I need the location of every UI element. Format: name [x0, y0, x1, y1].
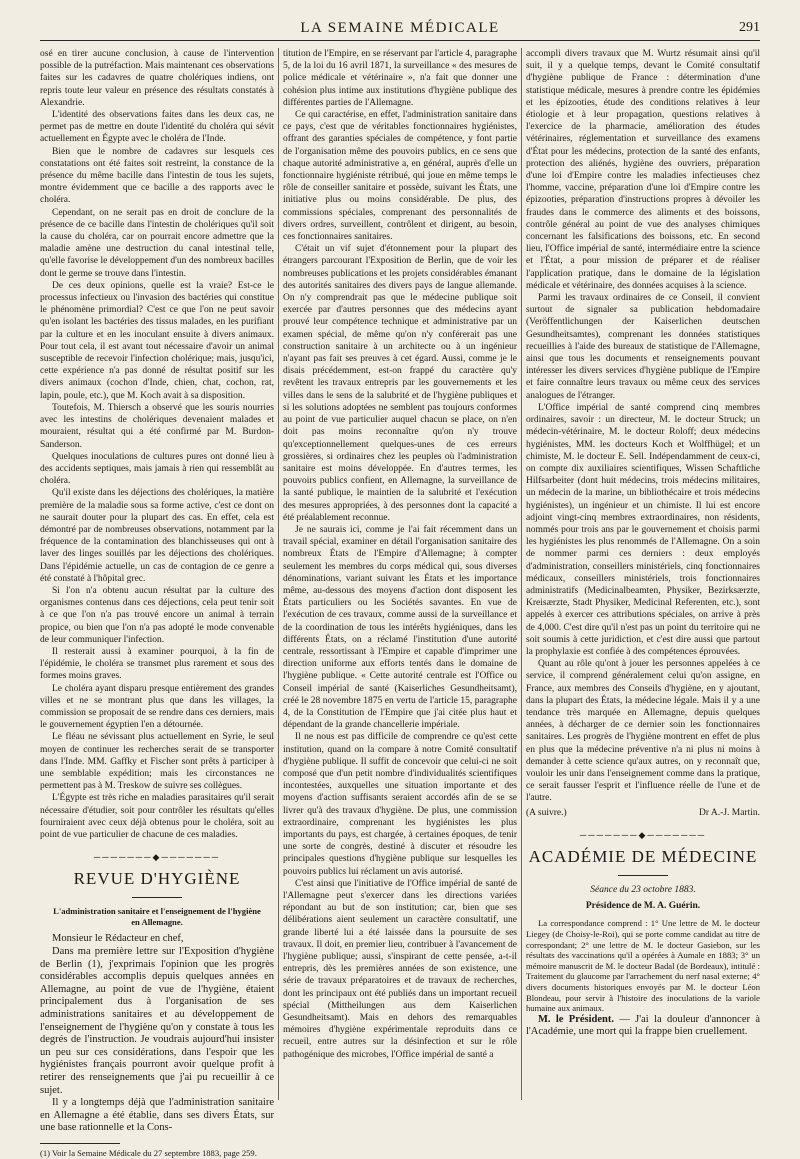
- to-be-continued: (A suivre.): [526, 807, 567, 818]
- paragraph: Qu'il existe dans les déjections des cholériques, la matière première de la maladie sous sa forme active, c'est ce dont on ne saurait douter pour la plupart des cas. En effet, cela est démontré par de nombreuses observations, notamment par la fréquence de la contamination des blanchisseuses qui ont à laver des linges souillés par les déjections des cholériques. Dans l'épidémie actuelle, un cas de contagion de ce genre a été constaté à l'hôpital grec.: [40, 488, 274, 584]
- section-title-revue: REVUE D'HYGIÈNE: [73, 869, 241, 889]
- column-rule-left: [278, 48, 279, 1100]
- paragraph: Il resterait aussi à examiner pourquoi, à la fin de l'épidémie, le choléra se transmet plus rarement et sous des formes moins graves.: [40, 646, 274, 682]
- page-number: 291: [739, 20, 760, 35]
- paragraph: Si l'on n'a obtenu aucun résultat par la culture des organismes contenus dans ces déjections, cela peut tenir soit à ce que l'on n'a pas trouvé encore un animal à terrain propice, ou bien que l'on n'a pas adopté le mode convenable de leur communiquer l'infection.: [40, 585, 274, 645]
- footnote-rule: [40, 1143, 120, 1144]
- paragraph: Quelques inoculations de cultures pures ont donné lieu à des accidents septiques, mais jamais à rien qui ressemblât au choléra.: [40, 451, 274, 487]
- paragraph: Quant au rôle qu'ont à jouer les personnes appelées à ce service, il comprend généralement celui qu'on assigne, en France, aux membres des Conseils d'hygiène, en y ajoutant, dans la plupart des États, la médecine légale. Mais il y a une tendance très marquée en Allemagne, depuis quelques années, à décharger de ce dernier soin les fonctionnaires sanitaires. Les progrès de l'hygiène montrent en effet de plus en plus que la médecine préventive n'a ni plus ni moins à demander à cette science qu'aux autres, on y reconnaît que, vouloir les unir dans l'enseignement comme dans la pratique, ce serait fausser l'esprit et l'influence réelle de l'une et de l'autre.: [526, 659, 760, 804]
- journal-title: LA SEMAINE MÉDICALE: [300, 20, 500, 36]
- paragraph: Ce qui caractérise, en effet, l'administration sanitaire dans ce pays, c'est que de véritables fonctionnaires hygiénistes, offrant des garanties spéciales de compétence, y font partie de l'organisation même des pouvoirs publics, en ce sens que chaque autorité administrative a, en général, auprès d'elle un fonctionnaire hygiéniste rétribué, qui joue en même temps le rôle de conseiller sanitaire et possède, suivant les États, une initiative plus ou moins considérable. De plus, des commissions spéciales, comprenant des personnalités de divers ordres, surveillent, contrôlent et dirigent, au besoin, ces fonctionnaires sanitaires.: [283, 110, 517, 243]
- paragraph: Le fléau ne sévissant plus actuellement en Syrie, le seul moyen de continuer les recherches serait de se transporter dans l'Inde. MM. Gaffky et Fischer sont prêts à participer à une semblable expédition; mais les circonstances ne permettent pas à M. Treskow de suivre ses collègues.: [40, 732, 274, 792]
- ornament-divider: ───────◆───────: [93, 852, 221, 863]
- paragraph: Parmi les travaux ordinaires de ce Conseil, il convient surtout de signaler sa publication hebdomadaire (Veröffentlichungen der Kaiserlichen deutschen Gesundheitsamtes), comprenant les données statistiques recueillies à l'aide des bureaux de statistique de l'Allemagne, ainsi que tous les documents et renseignements pouvant intéresser les divers services d'hygiène publique de l'Empire et faire connaître leurs travaux ou même ceux des services analogues de l'étranger.: [526, 293, 760, 401]
- president-label: M. le Président.: [538, 1013, 614, 1025]
- section-title-academie: ACADÉMIE DE MÉDECINE: [528, 847, 758, 866]
- ornament-divider: ───────◆───────: [579, 829, 707, 840]
- paragraph: C'est ainsi que l'initiative de l'Office impérial de santé de l'Allemagne peut s'exercer dans les directions variées répondant au but de son institution; car, bien que ses délibérations aient seulement un caractère consultatif, une grande liberté lui a été laissée dans la poursuite de ses travaux. Il doit, en premier lieu, contribuer à l'avancement de l'hygiène publique; aussi, s'inspirant de cette pensée, a-t-il entrepris, dès les premières années de son existence, une série de travaux préparatoires et de travaux de recherches, dont les principaux ont été publiés dans un important recueil spécial (Mittheilungen aus dem Kaiserlichen Gesundheitsamt). Mais en dehors des remarquables mémoires d'hygiène expérimentale reproduits dans ce recueil, entre autres sur la désinfection et sur le rôle pathogénique des microbes, l'Office impérial de santé a: [283, 878, 517, 1060]
- paragraph: L'Office impérial de santé comprend cinq membres ordinaires, savoir : un directeur, M. le docteur Struck; un médecin-vétérinaire, M. le docteur Roloff; deux médecins hygiénistes, MM. les docteurs Koch et Wolffhügel; et un chimiste, M. le docteur E. Sell. Indépendamment de ceux-ci, on compte dix auxiliaires scientifiques, Wissen Schaftliche Hilfsarbeiter (dont huit médecins, trois médecins militaires, un médecin de la marine, un bibliothécaire et trois médecins hygiénistes), un ingénieur et un chimiste. Il lui est encore adjoint vingt-cinq membres extraordinaires, non résidents, nommés pour trois ans par le gouvernement et choisis parmi les hygiénistes les plus renommés de l'Allemagne. On a soin de nommer parmi ces derniers : deux employés d'administration, conseillers ministériels, cinq fonctionnaires médicaux, conseillers ministériels, trois fonctionnaires administratifs (Medicinalbeamten, Physiker, Bezirksærzte, Kreisærzte, Stadt Physiker, Medicinal Referenten, etc.), sont appelés à exercer ces attributions spéciales, on arrive à près de 4,000. C'est dire qu'il n'est pas un point du territoire qui ne soit soumis à cette juridiction, et c'est dire aussi que partout la prophylaxie est confiée à des compétences éprouvées.: [526, 402, 760, 657]
- seance-date: Séance du 23 octobre 1883.: [590, 885, 696, 895]
- signature-line: [526, 807, 760, 819]
- paragraph: titution de l'Empire, en se réservant par l'article 4, paragraphe 5, de la loi du 16 avril 1871, la surveillance « des mesures de police médicale et vétérinaire », n'a fait que donner une cohésion plus intime aux institutions d'hygiène publique des différentes parties de l'Allemagne.: [283, 49, 517, 108]
- divider: [132, 897, 182, 898]
- paragraph: Il ne nous est pas difficile de comprendre ce qu'est cette institution, quand on la compare à notre Comité consultatif d'hygiène publique. Il suffit de concevoir que celui-ci ne soit composé que d'un petit nombre d'individualités scientifiques incontestées, auxquelles une situation importante et des moyens d'action suffisants seraient accordés afin de se se livrer qu'à des travaux d'hygiène. De plus, une commission extraordinaire, comprenant les hygiénistes les plus importants du pays, est chargée, à certaines époques, de tenir une sorte de congrès, destiné à discuter et résoudre les principales questions d'hygiène publique sur lesquelles les pouvoirs publics lui réclament un avis autorisé.: [283, 732, 517, 877]
- paragraph: Il y a longtemps déjà que l'administration sanitaire en Allemagne a été établie, dans ses divers États, sur une base rationnelle et la Cons-: [40, 1097, 274, 1134]
- presidence: Présidence de M. A. Guérin.: [585, 901, 701, 912]
- article-subtitle: L'administration sanitaire et l'enseignement de l'hygiène en Allemagne.: [53, 906, 261, 927]
- column-rule-right: [521, 48, 522, 1100]
- paragraph: Bien que le nombre de cadavres sur lesquels ces constatations ont été faites soit restreint, la constance de la présence du même bacille dans l'intestin de tous les sujets, montre évidemment que ce bacille a des rapports avec le choléra.: [40, 146, 274, 206]
- column-2: [283, 48, 517, 1100]
- correspondance: La correspondance comprend : 1° Une lettre de M. le docteur Liegey (de Choisy-le-Roi), qui se porte comme candidat au titre de correspondant; 2° une lettre de M. le docteur Gasiebon, sur les résultats des vaccinations qu'il a opérées à Aumale en 1883; 3° un mémoire manuscrit de M. le docteur Badal (de Bordeaux), intitulé : Traitement du glaucome par l'arrachement du nerf nasal externe; 4° divers documents historiques envoyés par M. le docteur Léon Blondeau, pour servir à l'histoire des inoculations de la variole humaine aux animaux.: [526, 918, 760, 1014]
- paragraph: accompli divers travaux que M. Wurtz résumait ainsi qu'il suit, il y a quelque temps, devant le Comité consultatif d'hygiène publique de France : détermination d'une statistique médicale, mesures à prendre contre les épidémies et les épizooties, étude des conditions relatives à leur étiologie et à leur propagation, questions relatives à l'exercice de la pharmacie, amélioration des études vétérinaires, réglementation et surveillance des examens d'État pour les médecins, protection de la santé des enfants, protection des aliénés, hygiène des ouvriers, préparation d'une loi d'Empire contre les maladies infectieuses chez l'homme, vaccine, préparation d'une loi d'Empire contre les épizooties, préparation d'instructions propres à dévoiler les fraudes dans le commerce des aliments et des boissons, contrôle général au point de vue des analyses chimiques concernant les falsifications des boissons, etc. En second lieu, l'Office impérial de santé, intermédiaire entre la science et l'État, a pour mission de préparer et de réaliser l'application pratique, dans le domaine de la législation médicale et vétérinaire, des données acquises à la science.: [526, 49, 760, 291]
- column-3: [526, 48, 760, 1100]
- paragraph: Je ne saurais ici, comme je l'ai fait récemment dans un travail spécial, examiner en détail l'organisation sanitaire des nombreux États de l'Empire d'Allemagne; à compter seulement les membres du corps médical qui, sous diverses dénominations, variant suivant les États et les importance même, au-dessous des moyens d'action dont disposent les États particuliers ou les Sociétés savantes. En vue de l'exécution de ces travaux, comme aussi de la surveillance et de la coordination de tous les intérêts hygiéniques, dans les différents États, on a réclamé l'institution d'une autorité centrale, ressortissant à l'Empire et capable d'imprimer une direction uniforme aux efforts tentés dans le domaine de l'hygiène publique. « Cette autorité centrale est l'Office ou Conseil impérial de santé (Kaiserliches Gesundheitsamt), créé le 28 novembre 1875 en vertu de l'article 15, paragraphe 4, de la Constitution de l'Empire que j'ai citée plus haut et dépendant de la grande chancellerie impériale.: [283, 524, 517, 731]
- paragraph: L'identité des observations faites dans les deux cas, ne permet pas de mettre en doute l'identité du choléra qui sévit actuellement en Égypte avec le choléra de l'Inde.: [40, 110, 274, 145]
- paragraph: De ces deux opinions, quelle est la vraie? Est-ce le processus infectieux ou l'invasion des bactéries qui constitue le phénomène primordial? C'est ce que l'on ne peut savoir qu'en isolant les bactéries des tissus malades, en les purifiant par la culture et en les inoculant ensuite à divers animaux. Pour tout cela, il est avant tout nécessaire d'avoir un animal susceptible de recevoir l'infection cholérique; mais, jusqu'ici, cette expérience n'a pas donné de résultat positif sur les divers animaux (cochon d'Inde, chien, chat, cochon, rat, lapin, poule, etc.), que M. Koch avait à sa disposition.: [40, 280, 274, 401]
- president-remarks: [526, 1014, 760, 1039]
- paragraph: Toutefois, M. Thiersch a observé que les souris nourries avec les intestins de cholériques devenaient malades et mouraient, résultat qui a été confirmé par M. Burdon-Sanderson.: [40, 402, 274, 450]
- column-1: [40, 48, 274, 1158]
- paragraph: osé en tirer aucune conclusion, à cause de l'intervention possible de la putréfaction. Mais maintenant ces observations faites sur les cadavres de quatre cholériques indiens, ont repris toute leur valeur en présence des résultats constatés à Alexandrie.: [40, 49, 274, 108]
- page-header: [40, 18, 760, 41]
- divider: [618, 875, 668, 876]
- paragraph: L'Égypte est très riche en maladies parasitaires qu'il serait nécessaire d'étudier, soit pour contrôler les résultats qu'elles fourniraient avec ceux déjà obtenus pour le choléra, soit au point de vue particulier de chacune de ces maladies.: [40, 793, 274, 840]
- author: Dr A.-J. Martin.: [699, 807, 760, 818]
- president-text: — J'ai la douleur d'annoncer à l'Académie, une mort qui la frappe bien cruellement.: [526, 1013, 760, 1038]
- paragraph: Le choléra ayant disparu presque entièrement des grandes villes et ne se montrant plus que dans les villages, la commission se proposait de se rendre dans ces derniers, mais le gouvernement égyptien l'en a détournée.: [40, 683, 274, 731]
- paragraph: Cependant, on ne serait pas en droit de conclure de la présence de ce bacille dans l'intestin de cholériques qu'il soit la cause du choléra, car on pourrait encore admettre que la maladie amène une destruction du canal intestinal telle, qu'elle favorise le développement d'un des nombreux bacilles dont le germe se trouve dans l'intestin.: [40, 207, 274, 279]
- footnote: (1) Voir la Semaine Médicale du 27 septembre 1883, page 259.: [40, 1147, 257, 1158]
- paragraph: Dans ma première lettre sur l'Exposition d'hygiène de Berlin (1), j'exprimais l'opinion que les progrès considérables accomplis depuis quelques années en Allemagne, au point de vue de l'hygiène, étaient principalement dus à l'organisation de ses administrations sanitaires et au développement de l'enseignement de l'hygiène qu'on y constate à tous les degrés de l'instruction. Je voudrais aujourd'hui insister un peu sur ces considérations, dans l'espoir que les hygiénistes français pourront avoir quelque profit à retirer des renseignements que j'ai pu recueillir à ce sujet.: [40, 946, 274, 1096]
- salutation: Monsieur le Rédacteur en chef,: [52, 933, 184, 945]
- paragraph: C'était un vif sujet d'étonnement pour la plupart des étrangers parcourant l'Exposition de Berlin, que de voir les nombreuses publications et les projets considérables émanant des autorités sanitaires des divers pays de langue allemande. On n'y comprendrait pas que le médecine publique soit exercée par d'autres personnes que des médecins ayant prouvé leur compétence technique et administrative par un examen spécial, de même qu'on n'y conférerait pas une construction sanitaire à un architecte ou à un ingénieur n'ayant pas fait ses preuves à cet égard. Aussi, comme je le disais précédemment, est-on frappé du caractère qu'y revêtent les travaux entrepris par les gouvernements et les villes dans le sens de la salubrité et de l'hygiène publiques et si les solutions adoptées ne semblent pas toujours conformes au point de vue particulier auquel chacun se place, on n'en doit pas moins reconnaître qu'on n'y trouve qu'exceptionnellement quelques-unes de ces erreurs grossières, si ordinaires chez les peuples où l'administration sanitaire est moins développée. En d'autres termes, les pouvoirs publics confient, en Allemagne, la surveillance de la santé publique, le maintien de la salubrité et l'exécution des mesures appropriées, à des personnes dont la capacité a été préalablement reconnue.: [283, 244, 517, 523]
